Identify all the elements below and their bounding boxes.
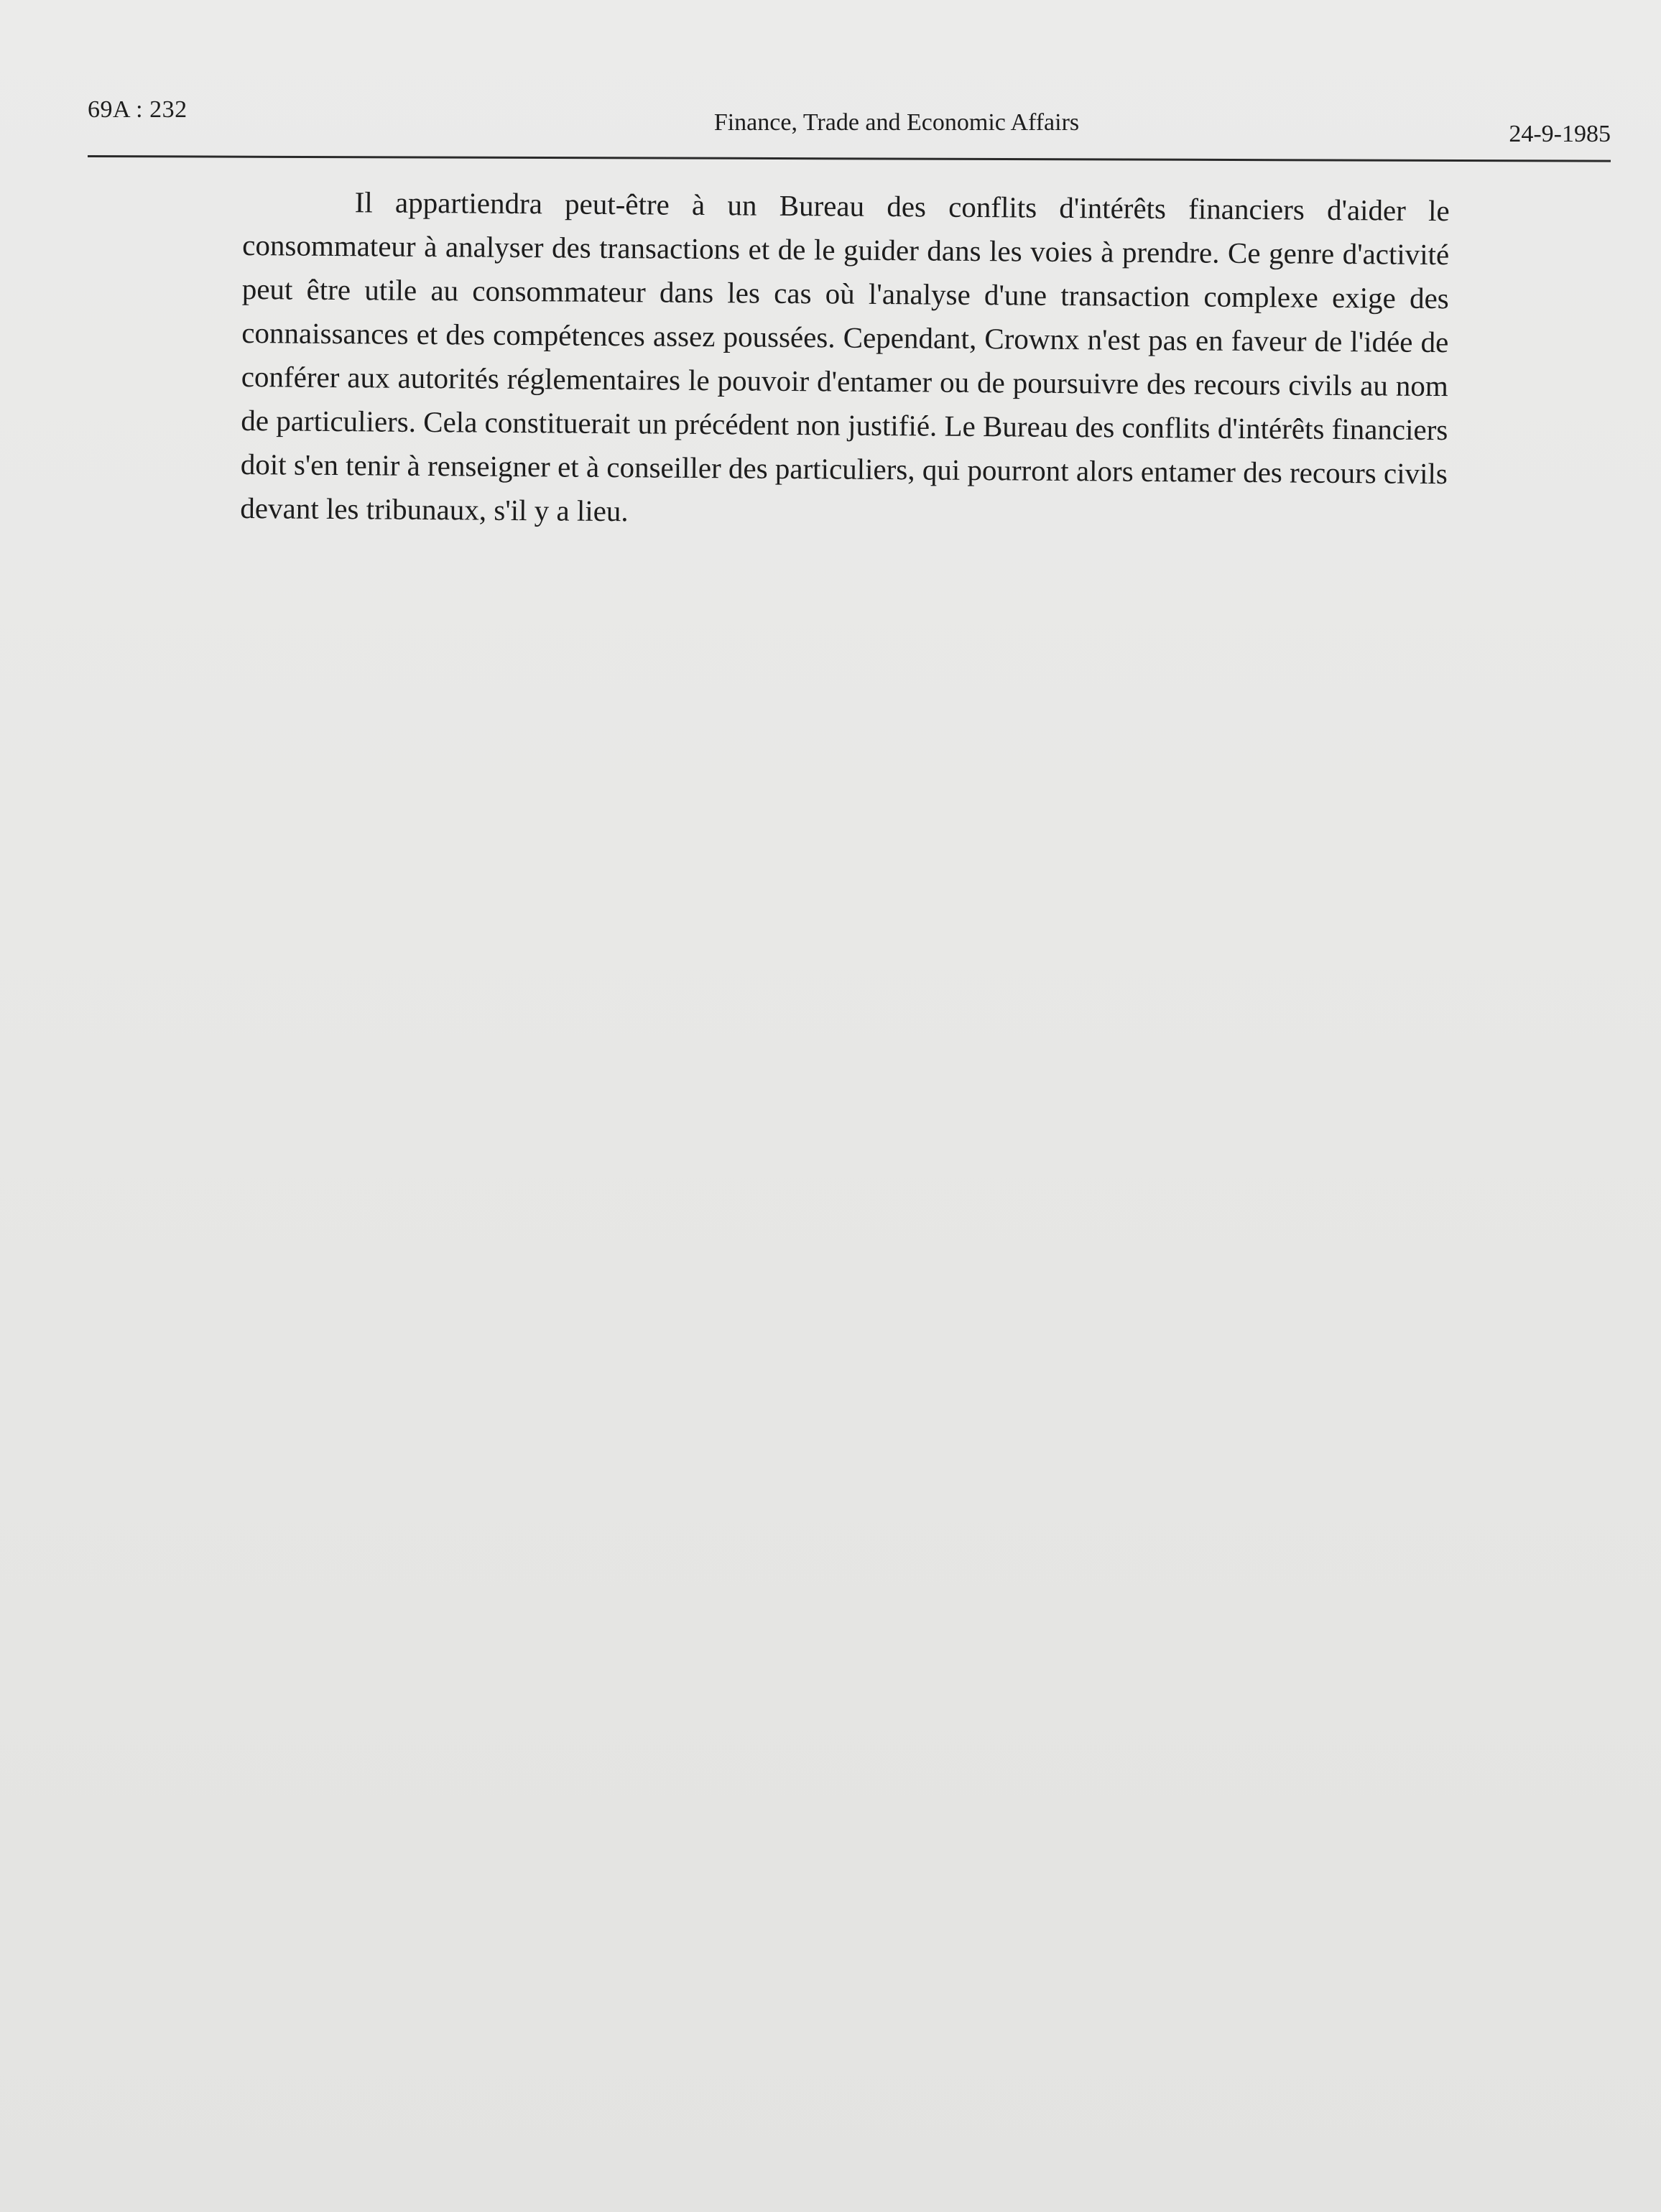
body-paragraph: Il appartiendra peut-être à un Bureau des conflits d'intérêts financiers d'aider le consommateur à analyser des transactions et de le guider dans les voies à prendre. Ce genre d'activité peut être utile au consommateur dans les cas où l'analyse d'une transaction complexe exige des connaissances et des compétences assez poussées. Cependant, Crownx n'est pas en faveur de l'idée de conférer aux autorités réglementaires le pouvoir d'entamer ou de poursuivre des recours civils au nom de particuliers. Cela constituerait un précédent non justifié. Le Bureau des conflits d'intérêts financiers doit s'en tenir à renseigner et à conseiller des particuliers, qui pourront alors entamer des recours civils devant les tribunaux, s'il y a lieu. xyxy=(240,185,1450,528)
running-header xyxy=(88,92,1611,157)
body-text xyxy=(240,180,1450,540)
section-title: Finance, Trade and Economic Affairs xyxy=(713,109,1080,136)
show-through-background xyxy=(223,747,1444,834)
page-reference: 69A : 232 xyxy=(88,96,188,123)
header-date: 24-9-1985 xyxy=(1509,121,1611,147)
